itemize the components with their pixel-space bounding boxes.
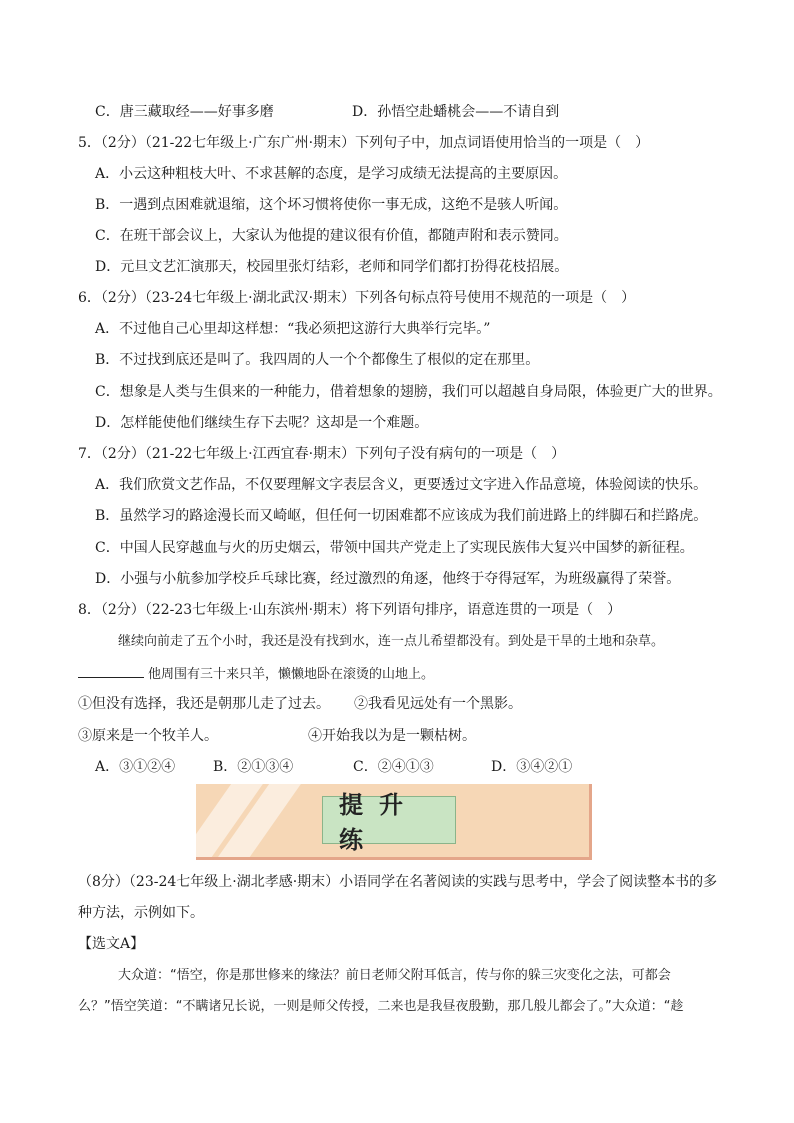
q8-item-2: ②我看见远处有一个黑影。: [354, 696, 522, 712]
banner-title: 提升练: [339, 791, 419, 854]
q7-stem: 7．（2分）（21-22七年级上·江西宜春·期末）下列句子没有病句的一项是（ ）: [78, 446, 566, 462]
q5-stem: 5．（2分）（21-22七年级上·广东广州·期末）下列句子中，加点词语使用恰当的一项是（ ）: [78, 135, 650, 151]
q9-text-line2: 么？”悟空笑道：“不瞒诸兄长说，一则是师父传授，二来也是我昼夜殷勤，那几般儿都会了。”大众道：“趁: [78, 999, 684, 1014]
q8-item-1: ①但没有选择，我还是朝那儿走了过去。: [78, 696, 330, 712]
q9-text-line1: 大众道：“悟空，你是那世修来的缘法？前日老师父附耳低言，传与你的躲三灾变化之法，可都会: [118, 968, 671, 983]
q6-option-c: C．想象是人类与生俱来的一种能力，借着想象的翅膀，我们可以超越自身局限，体验更广大的世界。: [95, 384, 722, 400]
q9-section-label: 【选文A】: [78, 936, 145, 952]
q7-option-c: C．中国人民穿越血与火的历史烟云，带领中国共产党走上了实现民族伟大复兴中国梦的新征程。: [95, 540, 694, 556]
answer-blank: [78, 663, 144, 678]
banner-title-box: [322, 791, 456, 854]
q5-option-b: B．一遇到点困难就退缩，这个坏习惯将使你一事无成，这绝不是骇人听闻。: [95, 197, 568, 213]
q5-option-a: A．小云这种粗枝大叶、不求甚解的态度，是学习成绩无法提高的主要原因。: [95, 166, 568, 182]
q5-option-d: D．元旦文艺汇演那天，校园里张灯结彩，老师和同学们都打扮得花枝招展。: [95, 259, 569, 275]
section-banner: [196, 784, 592, 860]
q4-option-c: C．唐三藏取经——好事多磨: [95, 104, 274, 120]
q5-option-c: C．在班干部会议上，大家认为他提的建议很有价值，都随声附和表示赞同。: [95, 228, 568, 244]
q8-option-d: D．③④②①: [491, 759, 573, 775]
q8-passage-line2: [78, 663, 434, 685]
q7-option-a: A．我们欣赏文艺作品，不仅要理解文字表层含义，更要透过文字进入作品意境，体验阅读的快乐。: [95, 477, 708, 493]
q6-option-d: D．怎样能使他们继续生存下去呢？这却是一个难题。: [95, 415, 429, 431]
q6-option-a: A．不过他自己心里却这样想：“我必须把这游行大典举行完毕。”: [95, 321, 491, 337]
q6-option-b: B．不过找到底还是叫了。我四周的人一个个都像生了根似的定在那里。: [95, 352, 540, 368]
q8-item-4: ④开始我以为是一颗枯树。: [308, 728, 476, 744]
q7-option-d: D．小强与小航参加学校乒乓球比赛，经过激烈的角逐，他终于夺得冠军，为班级赢得了荣誉。: [95, 571, 681, 587]
q8-option-c: C．②④①③: [353, 759, 434, 775]
q8-stem: 8．（2分）（22-23七年级上·山东滨州·期末）将下列语句排序，语意连贯的一项是（ ）: [78, 602, 622, 618]
q9-stem-line1: （8分）（23-24七年级上·湖北孝感·期末）小语同学在名著阅读的实践与思考中，学会了阅读整本书的多: [78, 874, 718, 890]
q7-option-b: B．虽然学习的路途漫长而又崎岖，但任何一切困难都不应该成为我们前进路上的绊脚石和拦路虎。: [95, 508, 708, 524]
q8-passage-line2-text: 他周围有三十来只羊，懒懒地卧在滚烫的山地上。: [148, 667, 435, 682]
q6-stem: 6．（2分）（23-24七年级上·湖北武汉·期末）下列各句标点符号使用不规范的一项是（ ）: [78, 290, 636, 306]
q9-stem-line2: 种方法，示例如下。: [78, 905, 204, 921]
q8-option-a: A．③①②④: [95, 759, 176, 775]
q8-item-3: ③原来是一个牧羊人。: [78, 728, 218, 744]
q8-passage-line1: 继续向前走了五个小时，我还是没有找到水，连一点儿希望都没有。到处是干旱的土地和杂草。: [118, 634, 665, 649]
q8-option-b: B．②①③④: [213, 759, 294, 775]
q4-option-d: D．孙悟空赴蟠桃会——不请自到: [352, 104, 560, 120]
